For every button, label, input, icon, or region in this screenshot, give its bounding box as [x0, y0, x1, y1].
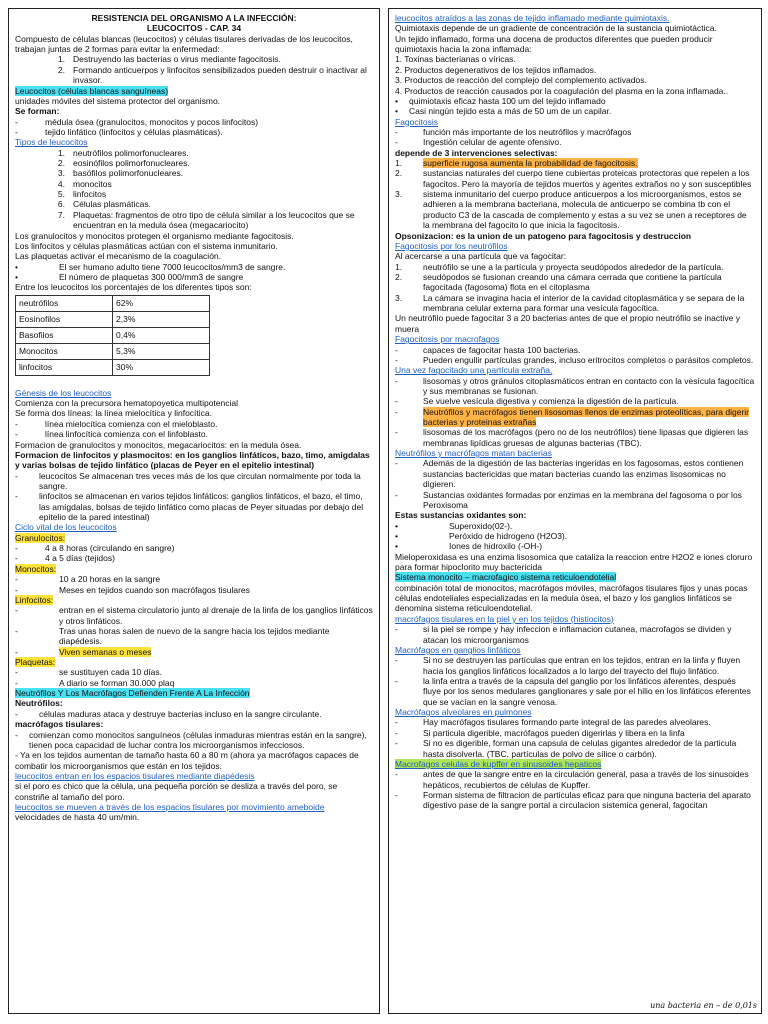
quimiotaxis-heading-link[interactable]: leucocitos atraídos a las zonas de tejido inflamado mediante quimiotaxis. — [395, 13, 670, 23]
macro-tisulares-label: macrófagos tisulares: — [15, 719, 104, 730]
table-row: Eosinofilos 2,3% — [16, 311, 210, 327]
list-item: - Neutrófilos y macrófagos tienen lisosomas llenos de enzimas proteolíticas, para digerir bacterias y proteinas extrañas — [395, 406, 749, 428]
list-item: 3. sistema inmunitario del cuerpo produce anticuerpos a los microorganismos, estos se adhieren a la membrana bacteriana, molecula de anticuerpo se combina tb con el producto C3 de la cascada de complemento y estas a su vez se unen a receptores de la membrana del fagocito lo que inicia la fagocitosis. — [395, 189, 747, 231]
list-item: - función más importante de los neutrófilos y macrófagos — [395, 126, 632, 137]
right-column — [388, 8, 762, 1014]
list-item: - células maduras ataca y destruye bacterias incluso en la sangre circulante. — [15, 708, 322, 719]
un-neutrofilo-text: Un neutrófilo puede fagocitar 3 a 20 bacterias antes de que el propio neutrófilo se inactive y muera — [395, 313, 740, 334]
list-item: - entran en el sistema circulatorio junto al drenaje de la linfa de los ganglios linfáticos y otros linfáticos. — [15, 605, 373, 626]
bullet-item: • Casi ningún tejido esta a más de 50 um de un capilar. — [395, 106, 612, 117]
plaquetas-label: Plaquetas: — [15, 657, 56, 668]
prot-line-1: Los granulocitos y monocitos protegen el organismo mediante fagocitosis. — [15, 230, 294, 241]
fagocitosis-heading-link[interactable]: Fagocitosis — [395, 116, 438, 127]
opsonizacion-text: Opsonizacion: es la union de un patogeno para fagocitosis y destruccion — [395, 230, 692, 241]
bullet-item: • Iones de hidroxilo (-OH-) — [395, 541, 543, 552]
extrana-heading-link[interactable]: Una vez fagocitado una partícula extraña, — [395, 365, 553, 376]
list-item: - Tras unas horas salen de nuevo de la sangre hacia los tejidos mediante diapédesis. — [15, 625, 330, 647]
list-item: 5. linfocitos — [57, 189, 107, 200]
macro-item-2: - Ya en los tejidos aumentan de tamaño hasta 60 a 80 m (ahora ya macrófagos capaces de combatir los microorganismos que están en los tejidos. — [15, 750, 359, 771]
ciclo-heading-link[interactable]: Ciclo vital de los leucocitos — [15, 522, 117, 533]
list-item: - 10 a 20 horas en la sangre — [15, 574, 161, 585]
list-item: - capaces de fagocitar hasta 100 bacterias. — [395, 344, 581, 355]
list-item: 3. La cámara se invagina hacia el interior de la cavidad citoplasmática y se separa de la membrana celular externa para formar una vesícula fagocítica. — [395, 292, 745, 314]
prot-line-2: Los linfocitos y células plasmáticas actúan con el sistema inmunitario. — [15, 240, 278, 251]
sistema-heading: Sistema monocito – macrofagico sistema reticuloendotelial — [395, 572, 617, 583]
section-heading-leucocitos: Leucocitos (células blancas sanguíneas) — [15, 85, 169, 96]
table-row: linfocitos 30% — [16, 359, 210, 375]
prot-line-3: Las plaquetas activar el mecanismo de la coagulación. — [15, 251, 222, 262]
list-item: - lisosomas y otros gránulos citoplasmáticos entran en contacto con la vesícula fagocítica y sus membranas se fusionan. — [395, 375, 755, 396]
list-item: - 4 a 5 días (tejidos) — [15, 553, 115, 564]
list-item: 3. basófilos polimorfonucleares. — [57, 168, 184, 179]
diapedesis-text: si el poro es chico que la célula, una pequeña porción se desliza a través del poro, se constriñe al tamaño del poro. — [15, 781, 338, 802]
quimio-text-2: Un tejido inflamado, forma una docena de productos diferentes que pueden producir quimiotaxis hacia la zona inflamada: — [395, 33, 713, 55]
ameboide-heading-link[interactable]: leucocitos se mueven a través de los espacios tisulares por movimiento ameboide — [15, 802, 325, 813]
bullet-item: • Peróxido de hidrogeno (H2O3). — [395, 530, 568, 541]
list-item: 4. Productos de reacción causados por la coagulación del plasma en la zona inflamada.. — [395, 85, 729, 96]
table-row: Basofilos 0,4% — [16, 327, 210, 343]
list-item: - línea linfocítica comienza con el linfoblasto. — [15, 429, 209, 440]
bullet-item: • quimiotaxis eficaz hasta 100 um del tejido inflamado — [395, 95, 606, 106]
formacion-line-1: Formacion de granulocitos y monocitos, megacariocitos: en la medula ósea. — [15, 439, 302, 450]
list-item: - si la piel se rompe y hay infeccion e inflamacion cutanea, macrofagos se dividen y atacan los microorganismos — [395, 624, 732, 645]
leukocyte-percent-table — [15, 295, 210, 376]
table-row: neutrófilos 62% — [16, 295, 210, 311]
diapedesis-heading-link[interactable]: leucocitos entran en los espacios tisulares mediante diapédesis — [15, 771, 255, 781]
ganglios-heading-link[interactable]: Macrófagos en ganglios linfáticos — [395, 644, 521, 655]
list-item: - lisosomas de los macrófagos (pero no de los neutrófilos) tiene lipasas que digieren las membranas lipídicas gruesas de algunas bacterias (TBC). — [395, 427, 749, 448]
list-item: - A diario se forman 30.000 plaq — [15, 677, 175, 688]
piel-heading-link[interactable]: macrófagos tisulares en la piel y en los tejidos (histiocitos) — [395, 613, 614, 624]
matan-heading-link[interactable]: Neutrófilos y macrófagos matan bacterias — [395, 448, 552, 459]
mielo-text: Mieloperoxidasa es una enzima lisosomica que cataliza la reaccion entre H2O2 e iones cloruro para formar hipoclorito muy bactericida — [395, 551, 753, 573]
list-item: - Se vuelve vesícula digestiva y comienza la digestión de la partícula. — [395, 396, 679, 407]
list-item: - Hay macrófagos tisulares formando parte integral de las paredes alveolares. — [395, 717, 711, 728]
bullet-item: - linfocitos se almacenan en varios tejidos linfáticos: ganglios linfáticos, el bazo, el timo, las amígdalas, bolsas de tejido linfático como placas de Peyer situadas por debajo del epitelio de la pared intestinal) — [15, 491, 364, 523]
list-item: 2. seudópodos se fusionan creando una cámara cerrada que contiene la partícula fagocitada (fagosoma) flota en el citoplasma — [395, 271, 722, 293]
alveolares-heading-link[interactable]: Macrófagos alveolares en pulmones — [395, 707, 532, 718]
list-item: - Si particula digerible, macrófagos pueden digerirlas y libera en la linfa — [395, 727, 685, 738]
se-forman-label: Se forman: — [15, 106, 60, 117]
fago-macro-heading-link[interactable]: Fagocitosis por macrofagos — [395, 334, 500, 345]
left-column — [8, 8, 380, 1014]
bullet-item: - leucocitos Se almacenan tres veces más de los que circulan normalmente por toda la sangre. — [15, 470, 361, 491]
list-item: - Ingestión celular de agente ofensivo. — [395, 137, 562, 148]
list-item: 2. sustancias naturales del cuerpo tiene cubiertas proteicas protectoras que repelen a los fagocitos. Pero la mayoría de tejidos muertos y agentes extraños no y son susceptibles — [395, 168, 752, 189]
tipos-heading-link[interactable]: Tipos de leucocitos — [15, 137, 88, 148]
list-item: 3. Productos de reacción del complejo del complemento activados. — [395, 75, 647, 86]
list-item: 4. monocitos — [57, 178, 112, 189]
leucocitos-desc: unidades móviles del sistema protector del organismo. — [15, 95, 221, 106]
title-line-2: LEUCOCITOS - CAP. 34 — [146, 23, 242, 34]
list-item: 6. Células plasmáticas. — [57, 199, 151, 210]
list-item: 1. Toxinas bacterianas o víricas. — [395, 54, 516, 65]
genesis-line-2: Se forma dos líneas: la línea mielocítica y linfocítica. — [15, 408, 213, 419]
monocitos-label: Monocitos: — [15, 563, 57, 574]
list-item: - se sustituyen cada 10 días. — [15, 667, 163, 678]
depende-label: depende de 3 intervenciones selectivas: — [395, 147, 558, 158]
genesis-line-1: Comienza con la precursora hematopoyetica multipotencial — [15, 398, 239, 409]
list-item: - 4 a 8 horas (circulando en sangre) — [15, 543, 175, 554]
list-item: 2. Productos degenerativos de los tejidos inflamados. — [395, 64, 597, 75]
list-item: - antes de que la sangre entre en la circulación general, pasa a través de los sinusoides hepáticos, recubiertos de células de Kupffer. — [395, 769, 749, 790]
sistema-text: combinación total de monocitos, macrófagos móviles, macrófagos tisulares fijos y unas pocas células endoteliales especializadas en la medula ósea, el bazo y los ganglios linfáticos se denomina sistema reticuloendotelial. — [395, 582, 748, 614]
kupffer-heading-link[interactable]: Macrofagos celulas de kupffer en sinusoides hepaticos — [395, 758, 602, 769]
title-line-1: RESISTENCIA DEL ORGANISMO A LA INFECCIÓN: — [91, 13, 297, 23]
porcentajes-text: Entre los leucocitos los porcentajes de los diferentes tipos son: — [15, 282, 252, 293]
list-item: 1. neutrófilo se une a la partícula y proyecta seudópodos alrededor de la partícula. — [395, 261, 724, 272]
list-item: - Además de la digestión de las bacterias ingeridas en los fagosomas, estos contienen sustancias bactericidas que matan bacterias cuando las enzimas lisosomicas no digieren. — [395, 458, 744, 490]
list-item: - la linfa entra a través de la capsula del ganglio por los linfáticos aferentes, después fluye por los senos medulares ganglionares y sale por el hilio en los linfáticos eferentes que se vacían en la sangre venosa. — [395, 676, 751, 707]
list-item: - Si no se destruyen las partículas que entran en los tejidos, entran en la linfa y fluyen hacia los ganglios linfáticos localizados a lo largo del trayecto del flujo linfático. — [395, 655, 741, 676]
linfocitos-label: Linfocitos: — [15, 594, 54, 605]
genesis-heading-link[interactable]: Génesis de los leucocitos — [15, 387, 112, 398]
table-row: Monocitos 5,3% — [16, 343, 210, 359]
list-item: - tejido linfático (linfocitos y células plasmáticas). — [15, 126, 223, 137]
list-item: - Sustancias oxidantes formadas por enzimas en la membrana del fagosoma o por los Peroxisoma — [395, 489, 742, 510]
list-item: 1. neutrófilos polimorfonucleares. — [57, 147, 189, 158]
list-item: - Pueden engullir partículas grandes, incluso eritrocitos completos o parásitos completos. — [395, 354, 754, 365]
bullet-item: • El ser humano adulto tiene 7000 leucocitos/mm3 de sangre. — [15, 261, 286, 272]
list-item: - Meses en tejidos cuando son macrófagos tisulares — [15, 584, 250, 595]
al-acercarse-text: Al acercarse a una partícula que va fagocitar: — [395, 251, 567, 262]
bullet-item: • El número de plaquetas 300 000/mm3 de sangre — [15, 271, 244, 282]
granulocitos-label: Granulocitos: — [15, 532, 66, 543]
ameboide-text: velocidades de hasta 40 um/min. — [15, 812, 140, 823]
defienden-heading: Neutrófilos Y Los Macrófagos Defienden Frente A La Infección — [15, 688, 250, 699]
list-item: 1. superficie rugosa aumenta la probabilidad de fagocitosis. — [395, 158, 638, 169]
list-item: - Si no es digerible, forman una capsula de celulas gigantes alrededor de la particula hasta disolverla. (TBC, partículas de polvo de sílice o carbón). — [395, 738, 737, 759]
list-item: - Forman sistema de filtracion de particulas eficaz para que ninguna bacteria del aparato digestivo pase de la sangre portal a circulacion sistemica general, fagocitan — [395, 789, 751, 811]
list-item: 7. Plaquetas: fragmentos de otro tipo de célula similar a los leucocitos que se encuentran en la medula ósea (megacariocito) — [57, 209, 355, 231]
list-item: 2. Formando anticuerpos y linfocitos sensibilizados pueden destruir o inactivar al invasor. — [57, 64, 367, 86]
handwritten-note: una bacteria en – de 0,01s — [650, 1001, 757, 1011]
list-item: - línea mielocítica comienza con el mieloblasto. — [15, 418, 218, 429]
fago-neutro-heading-link[interactable]: Fagocitosis por los neutrófilos — [395, 240, 508, 251]
bullet-item: • Superoxido(02-). — [395, 520, 513, 531]
formacion-line-2: Formacion de linfocitos y plasmocitos: en los ganglios linfáticos, bazo, timo, amigdalas y varias bolsas de tejido linfático (placas de Peyer en el epitelio intestinal) — [15, 449, 370, 471]
list-item: 2. eosinófilos polimorfonucleares. — [57, 158, 190, 169]
oxidantes-label: Estas sustancias oxidantes son: — [395, 510, 527, 521]
intro-text: Compuesto de células blancas (leucocitos) y células tisulares derivadas de los leucocitos, trabajan juntas de 2 formas para evitar la enfermedad: — [15, 33, 353, 55]
list-item: - Viven semanas o meses — [15, 646, 152, 657]
list-item: - comienzan como monocitos sanguíneos (células inmaduras mientras están en la sangre), tienen poca capacidad de luchar contra los microorganismos infecciosos. — [15, 729, 367, 750]
list-item: - médula ósea (granulocitos, monocitos y pocos linfocitos) — [15, 116, 259, 127]
list-item: 1. Destruyendo las bacterias o virus mediante fagocitosis. — [57, 54, 281, 65]
quimio-text-1: Quimiotaxis depende de un gradiente de concentración de la sustancia quimiotáctica. — [395, 23, 717, 34]
neutrofilos-label: Neutrófilos: — [15, 698, 63, 709]
